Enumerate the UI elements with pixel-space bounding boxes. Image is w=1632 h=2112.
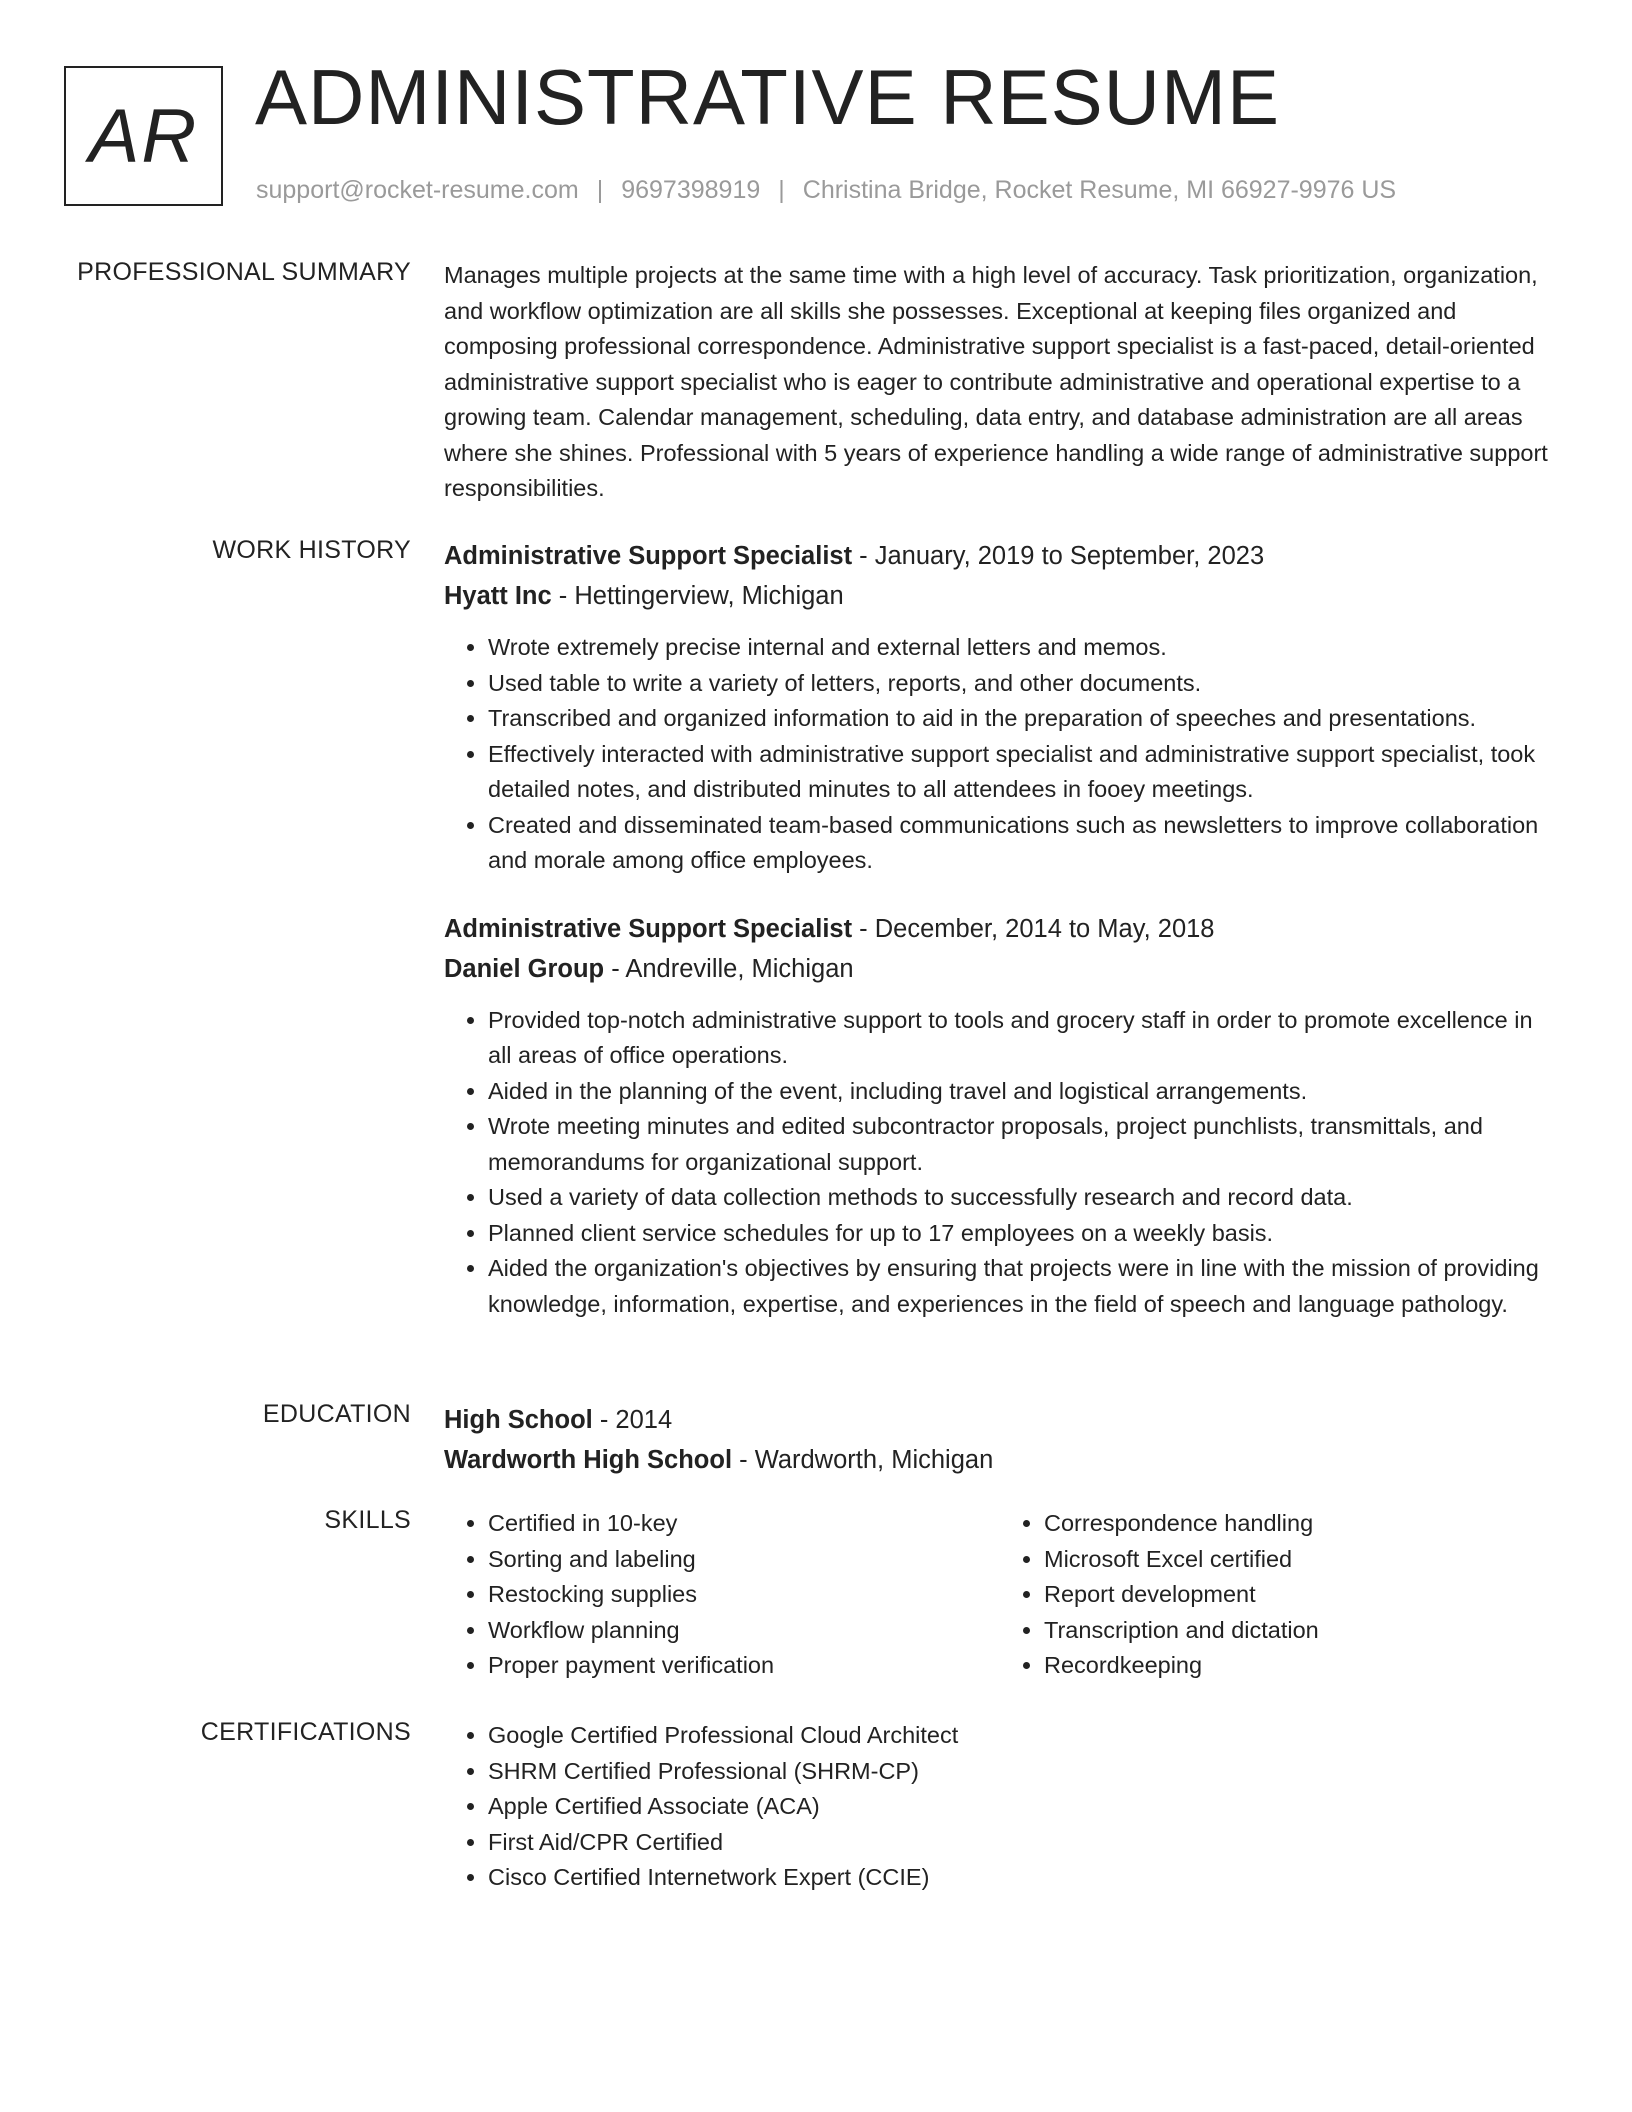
summary-heading: PROFESSIONAL SUMMARY — [77, 258, 411, 286]
job-dates: - December, 2014 to May, 2018 — [852, 914, 1215, 943]
job-bullet: • Effectively interacted with administrative support specialist and administrative support specialist, took detailed notes, and distributed minutes to all attendees in fooey meetings. — [488, 737, 1556, 808]
skills-grid — [444, 1506, 1556, 1684]
education-degree: High School — [444, 1406, 593, 1434]
skill-item: • Recordkeeping — [1044, 1648, 1556, 1684]
skill-item: • Correspondence handling — [1044, 1506, 1556, 1542]
job-bullet: • Used a variety of data collection methods to successfully research and record data. — [488, 1180, 1556, 1216]
skill-item: • Microsoft Excel certified — [1044, 1542, 1556, 1578]
summary-text: Manages multiple projects at the same time with a high level of accuracy. Task prioritization, organization, and workflow optimization are all skills she possesses. Exceptional at keeping files organized and composing professional correspondence. Administrative support specialist is a fast-paced, detail-oriented administrative support specialist who is eager to contribute administrative and operational expertise to a growing team. Calendar management, scheduling, data entry, and database administration are all areas where she shines. Professional with 5 years of experience handling a wide range of administrative support responsibilities. — [444, 262, 1548, 501]
education-degree-line — [444, 1400, 1556, 1440]
education-heading: EDUCATION — [262, 1400, 411, 1428]
job-title: Administrative Support Specialist — [444, 914, 853, 943]
education-body — [444, 1400, 1556, 1480]
job-bullet: • Aided the organization's objectives by ensuring that projects were in line with the mission of providing knowledge, information, expertise, and experiences in the field of speech and language pathology. — [488, 1251, 1556, 1322]
education-school-line — [444, 1440, 1556, 1480]
contact-address: Christina Bridge, Rocket Resume, MI 66927-9976 US — [802, 176, 1397, 204]
job-bullet: • Aided in the planning of the event, including travel and logistical arrangements. — [488, 1074, 1556, 1110]
contact-separator: | — [778, 176, 785, 204]
contact-line — [256, 176, 1396, 205]
monogram-logo: AR — [64, 66, 223, 206]
certification-item: • Google Certified Professional Cloud Architect — [488, 1718, 1556, 1754]
skills-list-right — [1000, 1506, 1556, 1684]
certification-item: • Apple Certified Associate (ACA) — [488, 1789, 1556, 1825]
job-bullet: • Transcribed and organized information to aid in the preparation of speeches and presentations. — [488, 701, 1556, 737]
certifications-body — [444, 1718, 1556, 1896]
job-bullet: • Created and disseminated team-based communications such as newsletters to improve collaboration and morale among office employees. — [488, 808, 1556, 879]
skills-heading: SKILLS — [324, 1506, 411, 1534]
job-bullet: • Provided top-notch administrative support to tools and grocery staff in order to promote excellence in all areas of office operations. — [488, 1003, 1556, 1074]
education-school: Wardworth High School — [444, 1446, 733, 1474]
skill-item: • Workflow planning — [488, 1613, 1000, 1649]
job-entry — [444, 536, 1556, 879]
skills-body — [444, 1506, 1556, 1684]
certifications-heading: CERTIFICATIONS — [200, 1718, 411, 1746]
skill-item: • Sorting and labeling — [488, 1542, 1000, 1578]
certification-item: • SHRM Certified Professional (SHRM-CP) — [488, 1754, 1556, 1790]
contact-phone: 9697398919 — [621, 176, 761, 204]
job-company-line — [444, 949, 1556, 989]
job-bullet: • Wrote extremely precise internal and external letters and memos. — [488, 630, 1556, 666]
job-bullet: • Planned client service schedules for up to 17 employees on a weekly basis. — [488, 1216, 1556, 1252]
skill-item: • Report development — [1044, 1577, 1556, 1613]
skill-item: • Proper payment verification — [488, 1648, 1000, 1684]
job-title-line — [444, 909, 1556, 949]
job-title: Administrative Support Specialist — [444, 542, 853, 570]
job-company-line — [444, 576, 1556, 616]
certifications-list — [444, 1718, 1556, 1896]
resume-title: ADMINISTRATIVE RESUME — [255, 53, 1280, 141]
summary-body — [444, 258, 1556, 507]
job-bullets — [444, 1003, 1556, 1323]
job-bullets — [444, 630, 1556, 879]
job-company: Daniel Group — [444, 954, 605, 983]
skill-item: • Transcription and dictation — [1044, 1613, 1556, 1649]
skill-item: • Certified in 10-key — [488, 1506, 1000, 1542]
skills-list-left — [444, 1506, 1000, 1684]
job-location: - Andreville, Michigan — [604, 954, 854, 983]
skill-item: • Restocking supplies — [488, 1577, 1000, 1613]
certification-item: • First Aid/CPR Certified — [488, 1825, 1556, 1861]
job-location: - Hettingerview, Michigan — [551, 582, 844, 610]
work-history-heading: WORK HISTORY — [212, 536, 411, 564]
job-company: Hyatt Inc — [444, 582, 552, 610]
education-location: - Wardworth, Michigan — [732, 1446, 994, 1474]
certification-item: • Cisco Certified Internetwork Expert (CCIE) — [488, 1860, 1556, 1896]
job-entry — [444, 909, 1556, 1323]
job-bullet: • Used table to write a variety of letters, reports, and other documents. — [488, 666, 1556, 702]
contact-separator: | — [596, 176, 604, 204]
contact-email: support@rocket-resume.com — [256, 176, 579, 204]
job-title-line — [444, 536, 1556, 576]
job-bullet: • Wrote meeting minutes and edited subcontractor proposals, project punchlists, transmittals, and memorandums for organizational support. — [488, 1109, 1556, 1180]
work-history-body — [444, 536, 1556, 1322]
education-year: - 2014 — [592, 1406, 673, 1434]
job-dates: - January, 2019 to September, 2023 — [852, 542, 1265, 570]
